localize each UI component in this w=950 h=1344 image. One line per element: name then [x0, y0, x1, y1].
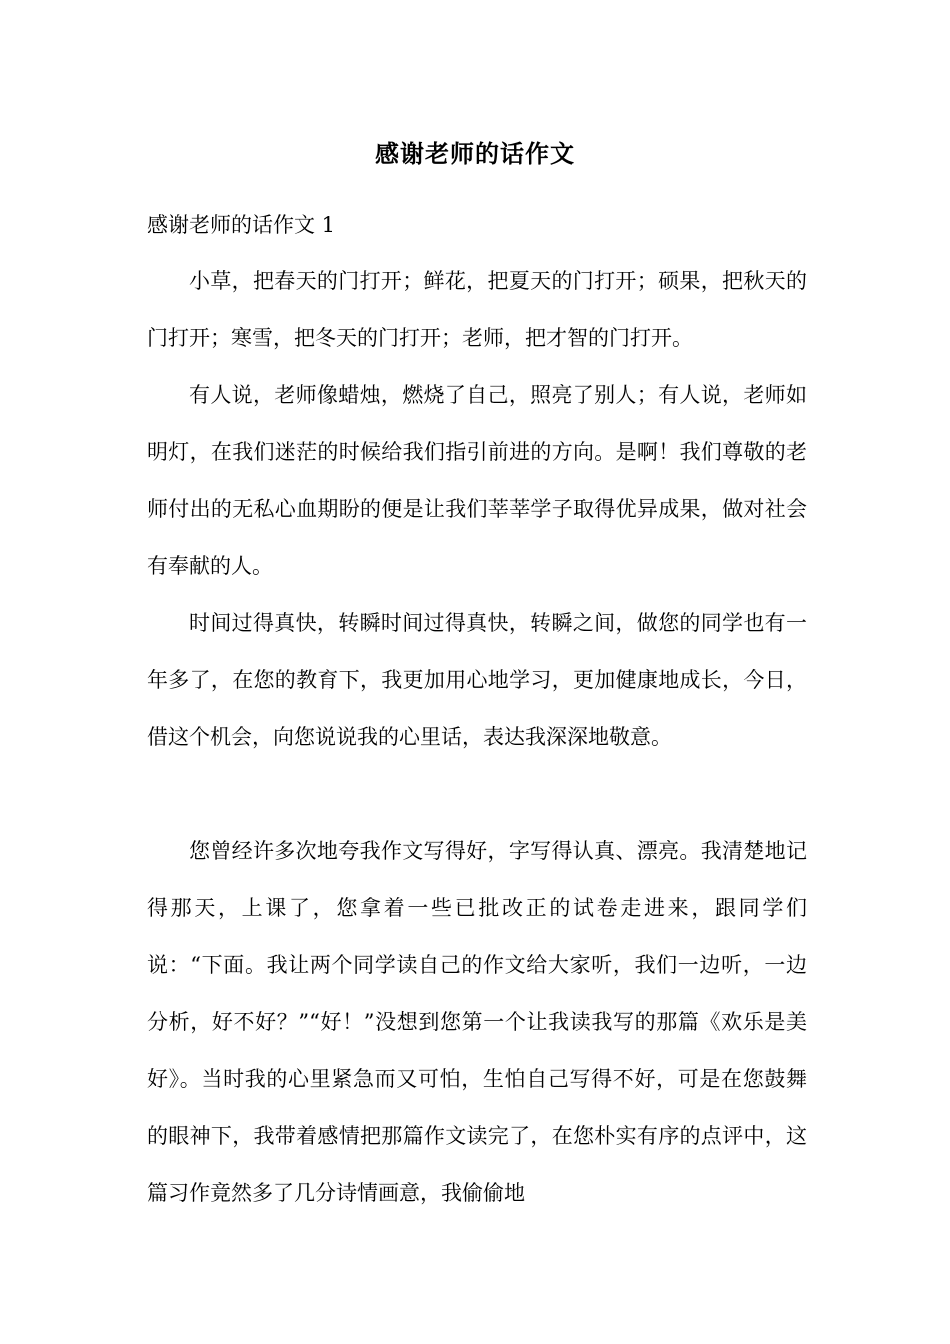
paragraph-gap [147, 766, 807, 823]
paragraph: 小草，把春天的门打开；鲜花，把夏天的门打开；硕果，把秋天的门打开；寒雪，把冬天的门打开；老师，把才智的门打开。 [147, 269, 807, 350]
section-title: 感谢老师的话作文 1 [147, 213, 336, 237]
document-body [147, 253, 807, 1222]
paragraph: 您曾经许多次地夸我作文写得好，字写得认真、漂亮。我清楚地记得那天，上课了，您拿着一些已批改正的试卷走进来，跟同学们说：“下面。我让两个同学读自己的作文给大家听，我们一边听，一边分析，好不好？”“好！”没想到您第一个让我读我写的那篇《欢乐是美好》。当时我的心里紧急而又可怕，生怕自己写得不好，可是在您鼓舞的眼神下，我带着感情把那篇作文读完了，在您朴实有序的点评中，这篇习作竟然多了几分诗情画意，我偷偷地 [147, 839, 807, 1205]
paragraph: 时间过得真快，转瞬时间过得真快，转瞬之间，做您的同学也有一年多了，在您的教育下，我更加用心地学习，更加健康地成长，今日，借这个机会，向您说说我的心里话，表达我深深地敬意。 [147, 611, 807, 749]
document-title: 感谢老师的话作文 [375, 139, 575, 168]
paragraph: 有人说，老师像蜡烛，燃烧了自己，照亮了别人；有人说，老师如明灯，在我们迷茫的时候给我们指引前进的方向。是啊！我们尊敬的老师付出的无私心血期盼的便是让我们莘莘学子取得优异成果，做对社会有奉献的人。 [147, 383, 807, 578]
